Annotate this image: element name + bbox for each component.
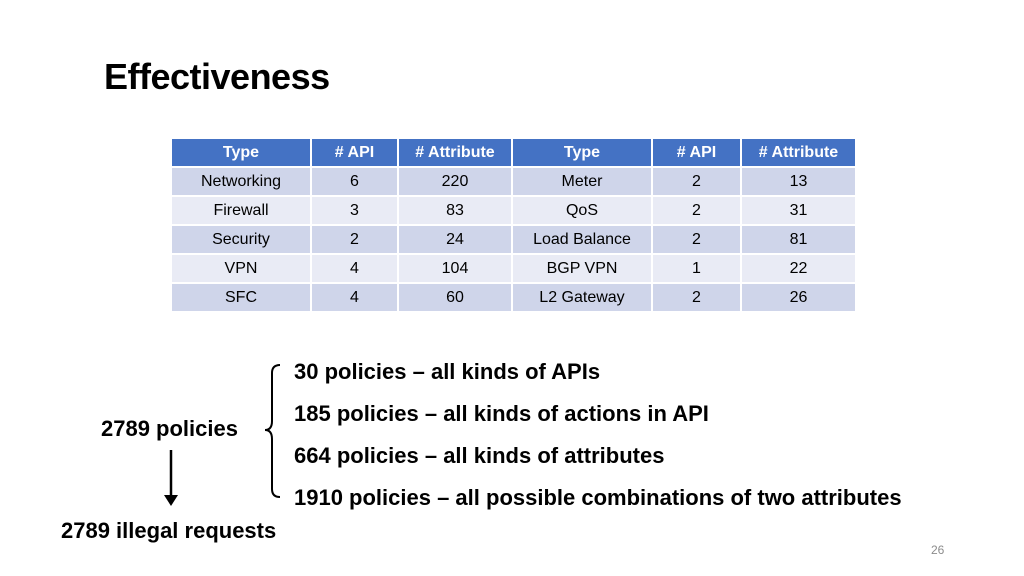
table-cell: 104: [398, 254, 512, 283]
table-cell: Firewall: [171, 196, 311, 225]
header-api-2: # API: [652, 138, 741, 167]
header-api-1: # API: [311, 138, 398, 167]
table-row: [171, 196, 856, 225]
table-cell: VPN: [171, 254, 311, 283]
table-cell: QoS: [512, 196, 652, 225]
page-number: 26: [931, 543, 945, 557]
policy-breakdown-item: 30 policies – all kinds of APIs: [294, 359, 601, 384]
table-cell: 1: [652, 254, 741, 283]
table-header-row: [171, 138, 856, 167]
table-cell: 220: [398, 167, 512, 196]
table-row: [171, 167, 856, 196]
table-cell: L2 Gateway: [512, 283, 652, 312]
table-cell: 60: [398, 283, 512, 312]
down-arrow-icon: [160, 448, 182, 508]
table-cell: Networking: [171, 167, 311, 196]
table-cell: 26: [741, 283, 856, 312]
table-cell: 81: [741, 225, 856, 254]
total-policies-label: 2789 policies: [101, 416, 238, 441]
table-cell: Meter: [512, 167, 652, 196]
table-cell: 3: [311, 196, 398, 225]
effectiveness-table: [170, 137, 857, 313]
slide-title: Effectiveness: [104, 56, 330, 97]
table-row: [171, 254, 856, 283]
header-attribute-1: # Attribute: [398, 138, 512, 167]
table-row: [171, 283, 856, 312]
table-cell: Security: [171, 225, 311, 254]
table-row: [171, 225, 856, 254]
policy-breakdown-item: 185 policies – all kinds of actions in API: [294, 401, 709, 426]
table-cell: 6: [311, 167, 398, 196]
table-cell: SFC: [171, 283, 311, 312]
policy-breakdown-item: 1910 policies – all possible combinations of two attributes: [294, 485, 902, 510]
illegal-requests-label: 2789 illegal requests: [61, 518, 277, 543]
table-cell: 2: [652, 196, 741, 225]
table-cell: 4: [311, 283, 398, 312]
table-cell: 83: [398, 196, 512, 225]
table-cell: 22: [741, 254, 856, 283]
header-type-1: Type: [171, 138, 311, 167]
policy-breakdown-list: [294, 358, 902, 526]
table-cell: 4: [311, 254, 398, 283]
table-cell: 2: [652, 283, 741, 312]
table-cell: 2: [652, 225, 741, 254]
table-cell: 31: [741, 196, 856, 225]
policy-breakdown-item: 664 policies – all kinds of attributes: [294, 443, 665, 468]
table-cell: 24: [398, 225, 512, 254]
table-cell: BGP VPN: [512, 254, 652, 283]
table-cell: Load Balance: [512, 225, 652, 254]
table-cell: 13: [741, 167, 856, 196]
header-type-2: Type: [512, 138, 652, 167]
table-cell: 2: [652, 167, 741, 196]
left-brace-icon: [260, 362, 284, 500]
header-attribute-2: # Attribute: [741, 138, 856, 167]
table-cell: 2: [311, 225, 398, 254]
